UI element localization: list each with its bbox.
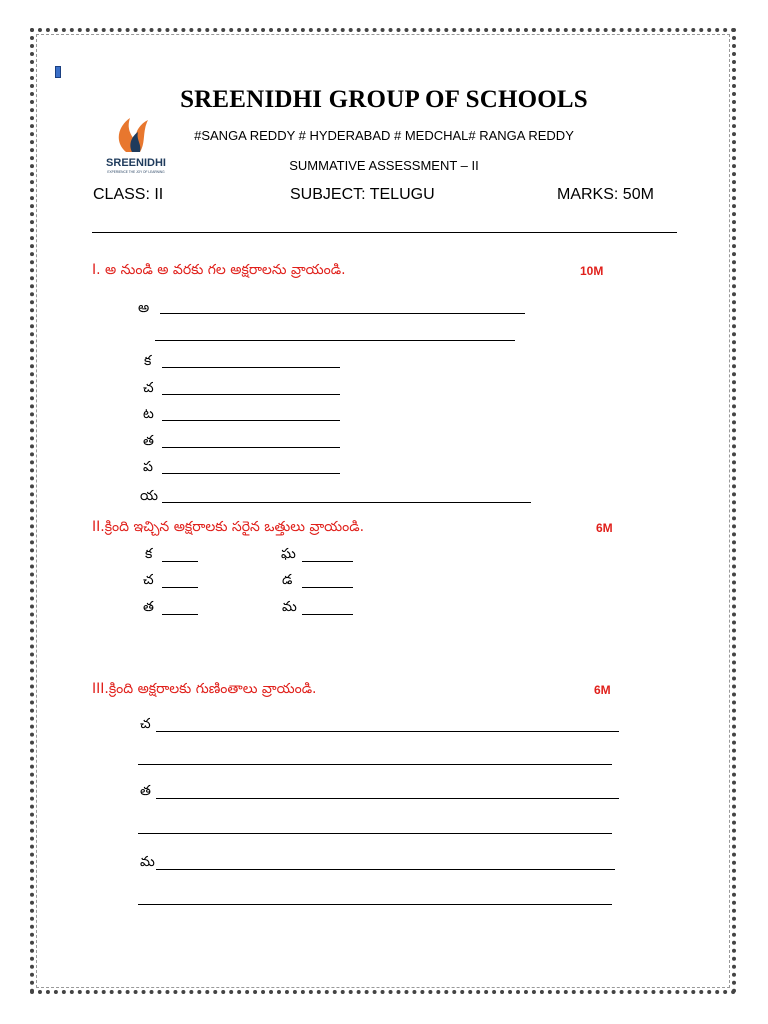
answer-line[interactable] bbox=[302, 614, 353, 615]
answer-line[interactable] bbox=[138, 833, 612, 834]
q1-letter: చ bbox=[143, 380, 154, 396]
answer-line[interactable] bbox=[138, 764, 612, 765]
q2-left-letter: త bbox=[143, 599, 154, 615]
answer-line[interactable] bbox=[160, 313, 525, 314]
answer-line[interactable] bbox=[162, 367, 340, 368]
question-2-marks: 6M bbox=[596, 521, 613, 535]
answer-line[interactable] bbox=[162, 587, 198, 588]
answer-line[interactable] bbox=[155, 340, 515, 341]
answer-line[interactable] bbox=[162, 473, 340, 474]
question-2-title: II.క్రింది ఇచ్చిన అక్షరాలకు సరైన ఒత్తులు వ్రాయండి. bbox=[92, 519, 365, 535]
answer-line[interactable] bbox=[162, 447, 340, 448]
answer-line[interactable] bbox=[162, 561, 198, 562]
header-divider bbox=[92, 232, 677, 233]
answer-line[interactable] bbox=[156, 869, 615, 870]
branches-line: #SANGA REDDY # HYDERABAD # MEDCHAL# RANGA REDDY bbox=[194, 128, 574, 143]
q1-letter: ట bbox=[143, 406, 154, 422]
q3-letter: చ bbox=[140, 716, 151, 732]
q1-letter: క bbox=[144, 353, 152, 369]
question-1-marks: 10M bbox=[580, 264, 604, 278]
text-cursor-marker bbox=[55, 66, 61, 78]
answer-line[interactable] bbox=[138, 904, 612, 905]
q2-right-letter: ఘ bbox=[281, 546, 296, 562]
answer-line[interactable] bbox=[156, 731, 619, 732]
answer-line[interactable] bbox=[156, 798, 619, 799]
answer-line[interactable] bbox=[302, 561, 353, 562]
answer-line[interactable] bbox=[162, 394, 340, 395]
answer-line[interactable] bbox=[162, 614, 198, 615]
q1-letter: య bbox=[140, 488, 159, 504]
answer-line[interactable] bbox=[162, 502, 531, 503]
q2-right-letter: డ bbox=[282, 572, 293, 588]
class-label: CLASS: II bbox=[93, 186, 164, 203]
answer-line[interactable] bbox=[302, 587, 353, 588]
q2-right-letter: మ bbox=[282, 599, 297, 615]
question-3-marks: 6M bbox=[594, 683, 611, 697]
school-title: SREENIDHI GROUP OF SCHOOLS bbox=[180, 86, 588, 113]
q2-left-letter: చ bbox=[143, 572, 154, 588]
q3-letter: మ bbox=[140, 854, 155, 870]
answer-line[interactable] bbox=[162, 420, 340, 421]
q1-letter: త bbox=[143, 433, 154, 449]
subject-label: SUBJECT: TELUGU bbox=[290, 186, 435, 203]
question-1-title: I. అ నుండి అ వరకు గల అక్షరాలను వ్రాయండి. bbox=[92, 262, 346, 278]
q1-letter: అ bbox=[138, 300, 150, 316]
q2-left-letter: క bbox=[145, 546, 153, 562]
q1-letter: ప bbox=[143, 459, 153, 475]
question-3-title: III.క్రింది అక్షరాలకు గుణింతాలు వ్రాయండి. bbox=[92, 681, 317, 697]
marks-label: MARKS: 50M bbox=[557, 186, 654, 203]
q3-letter: త bbox=[140, 783, 151, 799]
logo-tagline: EXPERIENCE THE JOY OF LEARNING bbox=[107, 170, 165, 174]
logo-text: SREENIDHI bbox=[106, 157, 166, 169]
exam-title: SUMMATIVE ASSESSMENT – II bbox=[289, 158, 479, 173]
